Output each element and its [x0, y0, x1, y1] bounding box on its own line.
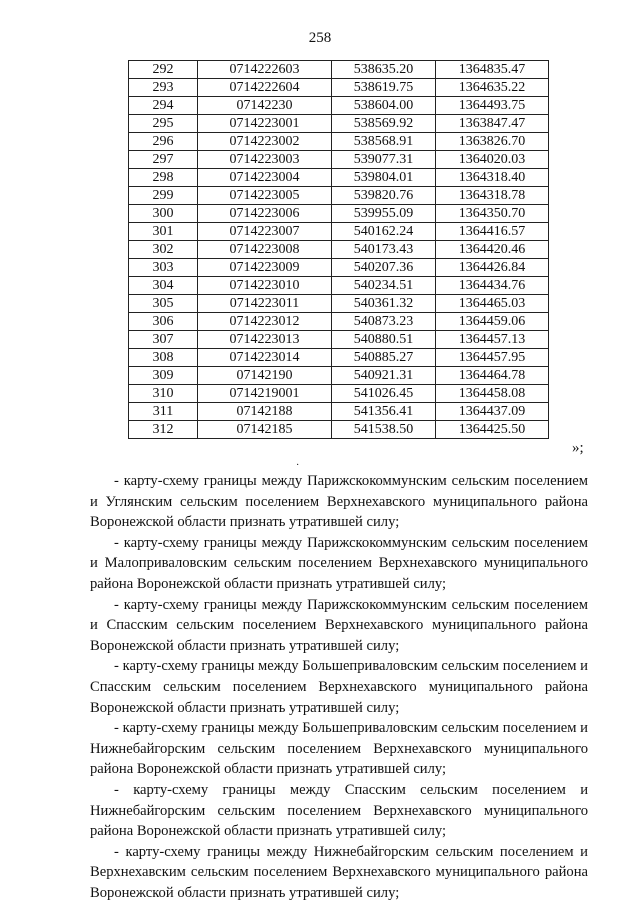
table-cell: 538569.92 — [332, 115, 436, 133]
paragraph: - карту-схему границы между Парижскокоммунским сельским поселением и Малоприваловским сельским поселением Верхнехавского муниципального района Воронежской области признать утратившей силу; — [90, 534, 588, 592]
table-row — [129, 61, 549, 79]
table-row — [129, 385, 549, 403]
table-cell: 539955.09 — [332, 205, 436, 223]
table-cell: 1363847.47 — [436, 115, 549, 133]
table-cell: 1364416.57 — [436, 223, 549, 241]
table-row — [129, 421, 549, 439]
table-cell: 540880.51 — [332, 331, 436, 349]
table-cell: 540207.36 — [332, 259, 436, 277]
table-row — [129, 151, 549, 169]
table-cell: 1364459.06 — [436, 313, 549, 331]
table-cell: 0714223007 — [198, 223, 332, 241]
table-cell: 540173.43 — [332, 241, 436, 259]
table-cell: 07142230 — [198, 97, 332, 115]
table-row — [129, 403, 549, 421]
table-cell: 1364318.78 — [436, 187, 549, 205]
table-cell: 0714223003 — [198, 151, 332, 169]
table-row — [129, 97, 549, 115]
table-cell: 1364457.13 — [436, 331, 549, 349]
table-cell: 0714223012 — [198, 313, 332, 331]
text-block — [90, 471, 588, 903]
table-cell: 0714223013 — [198, 331, 332, 349]
table-cell: 1364457.95 — [436, 349, 549, 367]
table-row — [129, 349, 549, 367]
table-cell: 538568.91 — [332, 133, 436, 151]
table-cell: 312 — [129, 421, 198, 439]
table-cell: 303 — [129, 259, 198, 277]
table-cell: 1364434.76 — [436, 277, 549, 295]
table-cell: 295 — [129, 115, 198, 133]
table-cell: 0714223001 — [198, 115, 332, 133]
table-cell: 299 — [129, 187, 198, 205]
table-row — [129, 295, 549, 313]
table-cell: 541356.41 — [332, 403, 436, 421]
table-cell: 1364426.84 — [436, 259, 549, 277]
table-cell: 0714223004 — [198, 169, 332, 187]
table-cell: 07142185 — [198, 421, 332, 439]
table-cell: 307 — [129, 331, 198, 349]
table-cell: 296 — [129, 133, 198, 151]
table-cell: 0714223006 — [198, 205, 332, 223]
table-cell: 1364020.03 — [436, 151, 549, 169]
table-cell: 538619.75 — [332, 79, 436, 97]
table-cell: 07142188 — [198, 403, 332, 421]
table-cell: 1364835.47 — [436, 61, 549, 79]
paragraph: - карту-схему границы между Парижскокоммунским сельским поселением и Углянским сельским поселением Верхнехавского муниципального района Воронежской области признать утратившей силу; — [90, 473, 588, 531]
table-cell: 1364493.75 — [436, 97, 549, 115]
table-cell: 305 — [129, 295, 198, 313]
table-cell: 0714223005 — [198, 187, 332, 205]
table-cell: 297 — [129, 151, 198, 169]
stray-mark: · — [296, 460, 300, 471]
table-cell: 1364425.50 — [436, 421, 549, 439]
table-cell: 540361.32 — [332, 295, 436, 313]
table-row — [129, 367, 549, 385]
table-cell: 1364350.70 — [436, 205, 549, 223]
table-cell: 308 — [129, 349, 198, 367]
table-cell: 541538.50 — [332, 421, 436, 439]
paragraph: - карту-схему границы между Нижнебайгорским сельским поселением и Верхнехавским сельским поселением Верхнехавского муниципального района Воронежской области признать утратившей силу; — [90, 843, 588, 901]
table-cell: 541026.45 — [332, 385, 436, 403]
table-row — [129, 115, 549, 133]
table-cell: 539804.01 — [332, 169, 436, 187]
closing-quote: »; — [572, 440, 584, 456]
table-cell: 294 — [129, 97, 198, 115]
table-cell: 0714223002 — [198, 133, 332, 151]
table-cell: 540162.24 — [332, 223, 436, 241]
table-cell: 292 — [129, 61, 198, 79]
table-cell: 0714219001 — [198, 385, 332, 403]
coordinates-table-body — [129, 61, 549, 439]
table-cell: 538635.20 — [332, 61, 436, 79]
table-row — [129, 313, 549, 331]
table-row — [129, 79, 549, 97]
table-cell: 540885.27 — [332, 349, 436, 367]
table-cell: 0714223008 — [198, 241, 332, 259]
table-row — [129, 277, 549, 295]
table-cell: 1364420.46 — [436, 241, 549, 259]
table-row — [129, 169, 549, 187]
table-cell: 540873.23 — [332, 313, 436, 331]
table-cell: 310 — [129, 385, 198, 403]
table-cell: 0714223009 — [198, 259, 332, 277]
table-cell: 1364437.09 — [436, 403, 549, 421]
table-cell: 293 — [129, 79, 198, 97]
table-cell: 1363826.70 — [436, 133, 549, 151]
page-number: 258 — [308, 30, 332, 46]
table-cell: 309 — [129, 367, 198, 385]
table-cell: 0714223010 — [198, 277, 332, 295]
table-cell: 1364318.40 — [436, 169, 549, 187]
table-cell: 301 — [129, 223, 198, 241]
table-cell: 311 — [129, 403, 198, 421]
table-cell: 0714223014 — [198, 349, 332, 367]
paragraph: - карту-схему границы между Большеприваловским сельским поселением и Спасским сельским поселением Верхнехавского муниципального района Воронежской области признать утратившей силу; — [90, 658, 588, 716]
table-cell: 538604.00 — [332, 97, 436, 115]
table-cell: 300 — [129, 205, 198, 223]
paragraph: - карту-схему границы между Парижскокоммунским сельским поселением и Спасским сельским поселением Верхнехавского муниципального района Воронежской области признать утратившей силу; — [90, 596, 588, 654]
table-cell: 304 — [129, 277, 198, 295]
table-cell: 539820.76 — [332, 187, 436, 205]
table-cell: 1364458.08 — [436, 385, 549, 403]
table-cell: 0714223011 — [198, 295, 332, 313]
table-row — [129, 241, 549, 259]
table-cell: 540921.31 — [332, 367, 436, 385]
paragraph: - карту-схему границы между Спасским сельским поселением и Нижнебайгорским сельским поселением Верхнехавского муниципального района Воронежской области признать утратившей силу; — [90, 781, 588, 840]
table-row — [129, 205, 549, 223]
table-cell: 306 — [129, 313, 198, 331]
table-row — [129, 259, 549, 277]
table-cell: 0714222604 — [198, 79, 332, 97]
table-cell: 540234.51 — [332, 277, 436, 295]
table-cell: 1364464.78 — [436, 367, 549, 385]
table-row — [129, 133, 549, 151]
table-cell: 298 — [129, 169, 198, 187]
coordinates-table — [128, 60, 549, 439]
table-cell: 302 — [129, 241, 198, 259]
table-row — [129, 331, 549, 349]
table-cell: 07142190 — [198, 367, 332, 385]
table-row — [129, 187, 549, 205]
table-cell: 539077.31 — [332, 151, 436, 169]
paragraph: - карту-схему границы между Большеприваловским сельским поселением и Нижнебайгорским сельским поселением Верхнехавского муниципального района Воронежской области признать утратившей силу; — [90, 720, 588, 778]
table-cell: 0714222603 — [198, 61, 332, 79]
table-cell: 1364635.22 — [436, 79, 549, 97]
table-row — [129, 223, 549, 241]
table-cell: 1364465.03 — [436, 295, 549, 313]
